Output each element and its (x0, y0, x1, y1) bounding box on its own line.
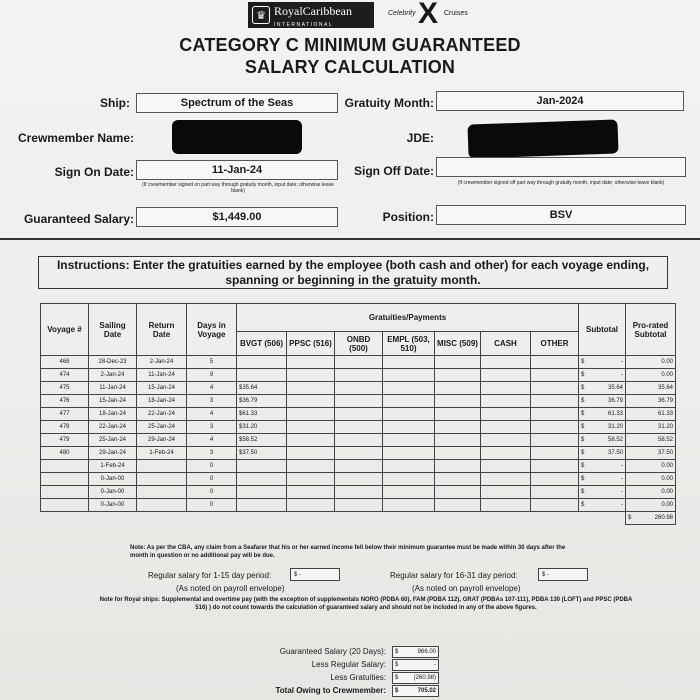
prorated-cell: 35.64 (626, 382, 676, 395)
subtotal-cell: $ 31.20 (579, 421, 626, 434)
prorated-subtotal-header: Pro-rated Subtotal (626, 304, 676, 356)
sailing-date-cell[interactable]: 15-Jan-24 (89, 395, 137, 408)
empl-cell[interactable] (383, 499, 435, 512)
subtotal-cell: $ - (579, 369, 626, 382)
regular-1-15-label: Regular salary for 1-15 day period: (148, 571, 272, 580)
ppsc-cell[interactable] (287, 460, 335, 473)
other-cell[interactable] (531, 486, 579, 499)
misc-cell[interactable] (435, 369, 481, 382)
regular-1-15-field[interactable]: $ - (290, 568, 340, 581)
bvgt-cell[interactable] (237, 369, 287, 382)
other-header: OTHER (531, 332, 579, 356)
sailing-date-cell[interactable]: 1-Feb-24 (89, 460, 137, 473)
other-cell[interactable] (531, 369, 579, 382)
table-row (41, 473, 676, 486)
summary-label: Less Regular Salary: (311, 660, 386, 669)
misc-cell[interactable] (435, 499, 481, 512)
empl-cell[interactable] (383, 382, 435, 395)
cash-cell[interactable] (481, 395, 531, 408)
celebrity-text: Celebrity (388, 10, 416, 17)
onbd-cell[interactable] (335, 447, 383, 460)
return-date-cell[interactable]: 18-Jan-24 (137, 395, 187, 408)
bvgt-cell[interactable]: $35.64 (237, 382, 287, 395)
summary-value[interactable]: $ 966.00 (392, 646, 439, 658)
subtotal-cell: $ - (579, 499, 626, 512)
onbd-cell[interactable] (335, 369, 383, 382)
table-row (41, 434, 676, 447)
redacted-name (172, 120, 302, 154)
sailing-date-cell[interactable]: 29-Jan-24 (89, 447, 137, 460)
bvgt-cell[interactable]: $58.52 (237, 434, 287, 447)
voyage-cell[interactable] (41, 499, 89, 512)
table-row (41, 382, 676, 395)
cash-cell[interactable] (481, 473, 531, 486)
regular-16-31-field[interactable]: $ - (538, 568, 588, 581)
days-cell[interactable]: 4 (187, 434, 237, 447)
crewmember-name-label: Crewmember Name: (17, 131, 134, 145)
days-cell[interactable]: 4 (187, 382, 237, 395)
ship-label: Ship: (100, 96, 130, 110)
sailing-date-cell[interactable]: 0-Jan-00 (89, 486, 137, 499)
onbd-cell[interactable] (335, 473, 383, 486)
prorated-cell: 0.00 (626, 486, 676, 499)
bvgt-header: BVGT (506) (237, 332, 287, 356)
return-date-cell[interactable]: 2-Jan-24 (137, 356, 187, 369)
days-cell[interactable]: 3 (187, 395, 237, 408)
empl-cell[interactable] (383, 356, 435, 369)
ppsc-cell[interactable] (287, 434, 335, 447)
celebrity-x-logo: X (418, 0, 439, 30)
empl-cell[interactable] (383, 369, 435, 382)
redacted-jde (467, 119, 618, 158)
subtotal-cell: $ 61.33 (579, 408, 626, 421)
ppsc-cell[interactable] (287, 421, 335, 434)
other-cell[interactable] (531, 434, 579, 447)
payroll-note-2: (As noted on payroll envelope) (412, 584, 521, 593)
gratuities-header: Gratuities/Payments (237, 304, 579, 332)
sign-off-date-label: Sign Off Date: (354, 164, 434, 178)
royal-ships-note: Note for Royal ships: Supplemental and overtime pay (with the exception of supplementals NORO (PDBA 60), FAM (PDBA 112), GRAT (PDBAs 107-111), PDBA 130 (LOFT) and PPSC (PDBA 516) ) do not count towards the calculation of guaranteed salary and should not be included in any of the above figures. (99, 597, 633, 611)
other-cell[interactable] (531, 447, 579, 460)
onbd-cell[interactable] (335, 408, 383, 421)
onbd-cell[interactable] (335, 460, 383, 473)
return-date-cell[interactable]: 22-Jan-24 (137, 408, 187, 421)
ppsc-cell[interactable] (287, 486, 335, 499)
cash-cell[interactable] (481, 434, 531, 447)
sailing-date-cell[interactable]: 18-Jan-24 (89, 408, 137, 421)
bvgt-cell[interactable] (237, 460, 287, 473)
misc-cell[interactable] (435, 486, 481, 499)
bvgt-cell[interactable]: $36.79 (237, 395, 287, 408)
cash-cell[interactable] (481, 447, 531, 460)
bvgt-cell[interactable]: $61.33 (237, 408, 287, 421)
voyage-cell[interactable] (41, 460, 89, 473)
section-divider (0, 238, 700, 240)
cash-cell[interactable] (481, 486, 531, 499)
voyage-cell[interactable] (41, 486, 89, 499)
prorated-cell: 37.50 (626, 447, 676, 460)
gratuity-month-field[interactable]: Jan-2024 (436, 91, 684, 111)
bvgt-cell[interactable]: $31.20 (237, 421, 287, 434)
crown-icon: ♛ (252, 6, 270, 24)
rc-brand-text: RoyalCaribbean (274, 4, 352, 18)
subtotal-cell: $ 35.64 (579, 382, 626, 395)
misc-cell[interactable] (435, 408, 481, 421)
onbd-cell[interactable] (335, 434, 383, 447)
other-cell[interactable] (531, 460, 579, 473)
voyage-cell[interactable]: 475 (41, 382, 89, 395)
prorated-cell: 0.00 (626, 369, 676, 382)
ppsc-cell[interactable] (287, 447, 335, 460)
table-row (41, 356, 676, 369)
bvgt-cell[interactable]: $37.50 (237, 447, 287, 460)
cash-cell[interactable] (481, 408, 531, 421)
misc-cell[interactable] (435, 356, 481, 369)
table-row (41, 499, 676, 512)
prorated-cell: 0.00 (626, 356, 676, 369)
sailing-date-cell[interactable]: 0-Jan-00 (89, 473, 137, 486)
days-cell[interactable]: 3 (187, 447, 237, 460)
bvgt-cell[interactable] (237, 486, 287, 499)
misc-cell[interactable] (435, 434, 481, 447)
ppsc-cell[interactable] (287, 369, 335, 382)
prorated-cell: 0.00 (626, 473, 676, 486)
cash-header: CASH (481, 332, 531, 356)
ppsc-cell[interactable] (287, 473, 335, 486)
prorated-cell: 36.79 (626, 395, 676, 408)
page-title-line2: SALARY CALCULATION (244, 57, 456, 77)
voyage-cell[interactable]: 476 (41, 395, 89, 408)
return-date-cell[interactable]: 1-Feb-24 (137, 447, 187, 460)
empl-cell[interactable] (383, 408, 435, 421)
return-date-cell[interactable] (137, 499, 187, 512)
subtotal-cell: $ - (579, 460, 626, 473)
return-date-cell[interactable]: 25-Jan-24 (137, 421, 187, 434)
empl-cell[interactable] (383, 434, 435, 447)
prorated-cell: 61.33 (626, 408, 676, 421)
table-row (41, 486, 676, 499)
days-cell[interactable]: 4 (187, 408, 237, 421)
return-date-cell[interactable] (137, 473, 187, 486)
misc-cell[interactable] (435, 421, 481, 434)
sailing-date-header: Sailing Date (89, 304, 137, 356)
voyage-cell[interactable]: 478 (41, 421, 89, 434)
ship-field[interactable]: Spectrum of the Seas (136, 93, 338, 113)
summary-value[interactable]: $ - (392, 659, 439, 671)
bvgt-cell[interactable] (237, 356, 287, 369)
voyage-header: Voyage # (41, 304, 89, 356)
voyage-cell[interactable] (41, 473, 89, 486)
empl-cell[interactable] (383, 421, 435, 434)
page-title-line1: CATEGORY C MINIMUM GUARANTEED (179, 35, 521, 55)
subtotal-cell: $ - (579, 356, 626, 369)
empl-cell[interactable] (383, 486, 435, 499)
subtotal-cell: $ 58.52 (579, 434, 626, 447)
days-cell[interactable]: 0 (187, 499, 237, 512)
sailing-date-cell[interactable]: 28-Dec-23 (89, 356, 137, 369)
misc-cell[interactable] (435, 460, 481, 473)
other-cell[interactable] (531, 499, 579, 512)
onbd-cell[interactable] (335, 356, 383, 369)
return-date-cell[interactable]: 15-Jan-24 (137, 382, 187, 395)
prorated-cell: 0.00 (626, 460, 676, 473)
days-cell[interactable]: 0 (187, 486, 237, 499)
ppsc-cell[interactable] (287, 499, 335, 512)
position-label: Position: (382, 210, 434, 224)
return-date-cell[interactable] (137, 460, 187, 473)
summary-value[interactable]: $ (260.98) (392, 672, 439, 684)
cash-cell[interactable] (481, 460, 531, 473)
gratuity-month-label: Gratuity Month: (344, 96, 434, 110)
sailing-date-cell[interactable]: 11-Jan-24 (89, 382, 137, 395)
rc-sub-text: INTERNATIONAL (274, 22, 334, 28)
prorated-total: $ 260.98 (626, 512, 676, 525)
onbd-header: ONBD (500) (335, 332, 383, 356)
voyage-cell[interactable]: 479 (41, 434, 89, 447)
ppsc-cell[interactable] (287, 356, 335, 369)
table-row (41, 395, 676, 408)
ppsc-cell[interactable] (287, 382, 335, 395)
table-row (41, 421, 676, 434)
onbd-cell[interactable] (335, 486, 383, 499)
other-cell[interactable] (531, 382, 579, 395)
ppsc-header: PPSC (516) (287, 332, 335, 356)
payroll-note-1: (As noted on payroll envelope) (176, 584, 285, 593)
guaranteed-salary-field[interactable]: $1,449.00 (136, 207, 338, 227)
other-cell[interactable] (531, 395, 579, 408)
table-row (41, 460, 676, 473)
empl-cell[interactable] (383, 395, 435, 408)
jde-label: JDE: (406, 131, 434, 145)
subtotal-header: Subtotal (579, 304, 626, 356)
voyage-table (40, 303, 676, 525)
royal-caribbean-logo (248, 2, 374, 28)
sign-off-note: (If crewmember signed off part way through gratuity month, input date; otherwise leave blank) (457, 180, 665, 186)
days-cell[interactable]: 3 (187, 421, 237, 434)
position-field[interactable]: BSV (436, 205, 686, 225)
sailing-date-cell[interactable]: 2-Jan-24 (89, 369, 137, 382)
misc-cell[interactable] (435, 473, 481, 486)
summary-label: Less Gratuities: (330, 673, 386, 682)
days-cell[interactable]: 9 (187, 369, 237, 382)
voyage-cell[interactable]: 474 (41, 369, 89, 382)
sign-on-date-field[interactable]: 11-Jan-24 (136, 160, 338, 180)
misc-cell[interactable] (435, 447, 481, 460)
guaranteed-salary-label: Guaranteed Salary: (23, 212, 134, 226)
sign-on-date-label: Sign On Date: (54, 165, 134, 179)
prorated-cell: 31.20 (626, 421, 676, 434)
cash-cell[interactable] (481, 382, 531, 395)
prorated-cell: 0.00 (626, 499, 676, 512)
return-date-cell[interactable] (137, 486, 187, 499)
return-date-cell[interactable]: 29-Jan-24 (137, 434, 187, 447)
empl-cell[interactable] (383, 473, 435, 486)
cash-cell[interactable] (481, 369, 531, 382)
empl-cell[interactable] (383, 447, 435, 460)
onbd-cell[interactable] (335, 421, 383, 434)
other-cell[interactable] (531, 421, 579, 434)
misc-cell[interactable] (435, 395, 481, 408)
empl-cell[interactable] (383, 460, 435, 473)
other-cell[interactable] (531, 356, 579, 369)
sailing-date-cell[interactable]: 25-Jan-24 (89, 434, 137, 447)
subtotal-cell: $ 36.79 (579, 395, 626, 408)
bvgt-cell[interactable] (237, 499, 287, 512)
voyage-cell[interactable]: 468 (41, 356, 89, 369)
empl-header: EMPL (503, 510) (383, 332, 435, 356)
voyage-cell[interactable]: 477 (41, 408, 89, 421)
other-cell[interactable] (531, 408, 579, 421)
table-row (41, 369, 676, 382)
cash-cell[interactable] (481, 421, 531, 434)
subtotal-cell: $ - (579, 486, 626, 499)
onbd-cell[interactable] (335, 395, 383, 408)
sailing-date-cell[interactable]: 22-Jan-24 (89, 421, 137, 434)
bvgt-cell[interactable] (237, 473, 287, 486)
sign-off-date-field[interactable] (436, 157, 686, 177)
return-date-header: Return Date (137, 304, 187, 356)
onbd-cell[interactable] (335, 382, 383, 395)
cash-cell[interactable] (481, 499, 531, 512)
subtotal-cell: $ - (579, 473, 626, 486)
summary-value[interactable]: $ 705.02 (392, 685, 439, 697)
prorated-cell: 58.52 (626, 434, 676, 447)
days-cell[interactable]: 0 (187, 460, 237, 473)
ppsc-cell[interactable] (287, 395, 335, 408)
days-cell[interactable]: 5 (187, 356, 237, 369)
days-in-voyage-header: Days in Voyage (187, 304, 237, 356)
voyage-cell[interactable]: 480 (41, 447, 89, 460)
subtotal-cell: $ 37.50 (579, 447, 626, 460)
summary-label: Guaranteed Salary (20 Days): (279, 647, 386, 656)
onbd-cell[interactable] (335, 499, 383, 512)
instructions-box: Instructions: Enter the gratuities earned by the employee (both cash and other) for each voyage ending, spanning or beginning in the gratuity month. (38, 256, 668, 289)
other-cell[interactable] (531, 473, 579, 486)
table-row (41, 447, 676, 460)
summary-label: Total Owing to Crewmember: (275, 686, 386, 695)
misc-header: MISC (509) (435, 332, 481, 356)
ppsc-cell[interactable] (287, 408, 335, 421)
sailing-date-cell[interactable]: 0-Jan-00 (89, 499, 137, 512)
regular-16-31-label: Regular salary for 16-31 day period: (390, 571, 518, 580)
return-date-cell[interactable]: 11-Jan-24 (137, 369, 187, 382)
sign-on-note: (If crewmember signed on part way through gratuity month, input date; otherwise leave blank) (142, 182, 334, 194)
days-cell[interactable]: 0 (187, 473, 237, 486)
cruises-text: Cruises (444, 10, 468, 17)
misc-cell[interactable] (435, 382, 481, 395)
cash-cell[interactable] (481, 356, 531, 369)
cba-note: Note: As per the CBA, any claim from a Seafarer that his or her earned income fell below their minimum guarantee must be made within 30 days after the month in question or no additional pay will be due. (130, 545, 566, 559)
table-row (41, 408, 676, 421)
